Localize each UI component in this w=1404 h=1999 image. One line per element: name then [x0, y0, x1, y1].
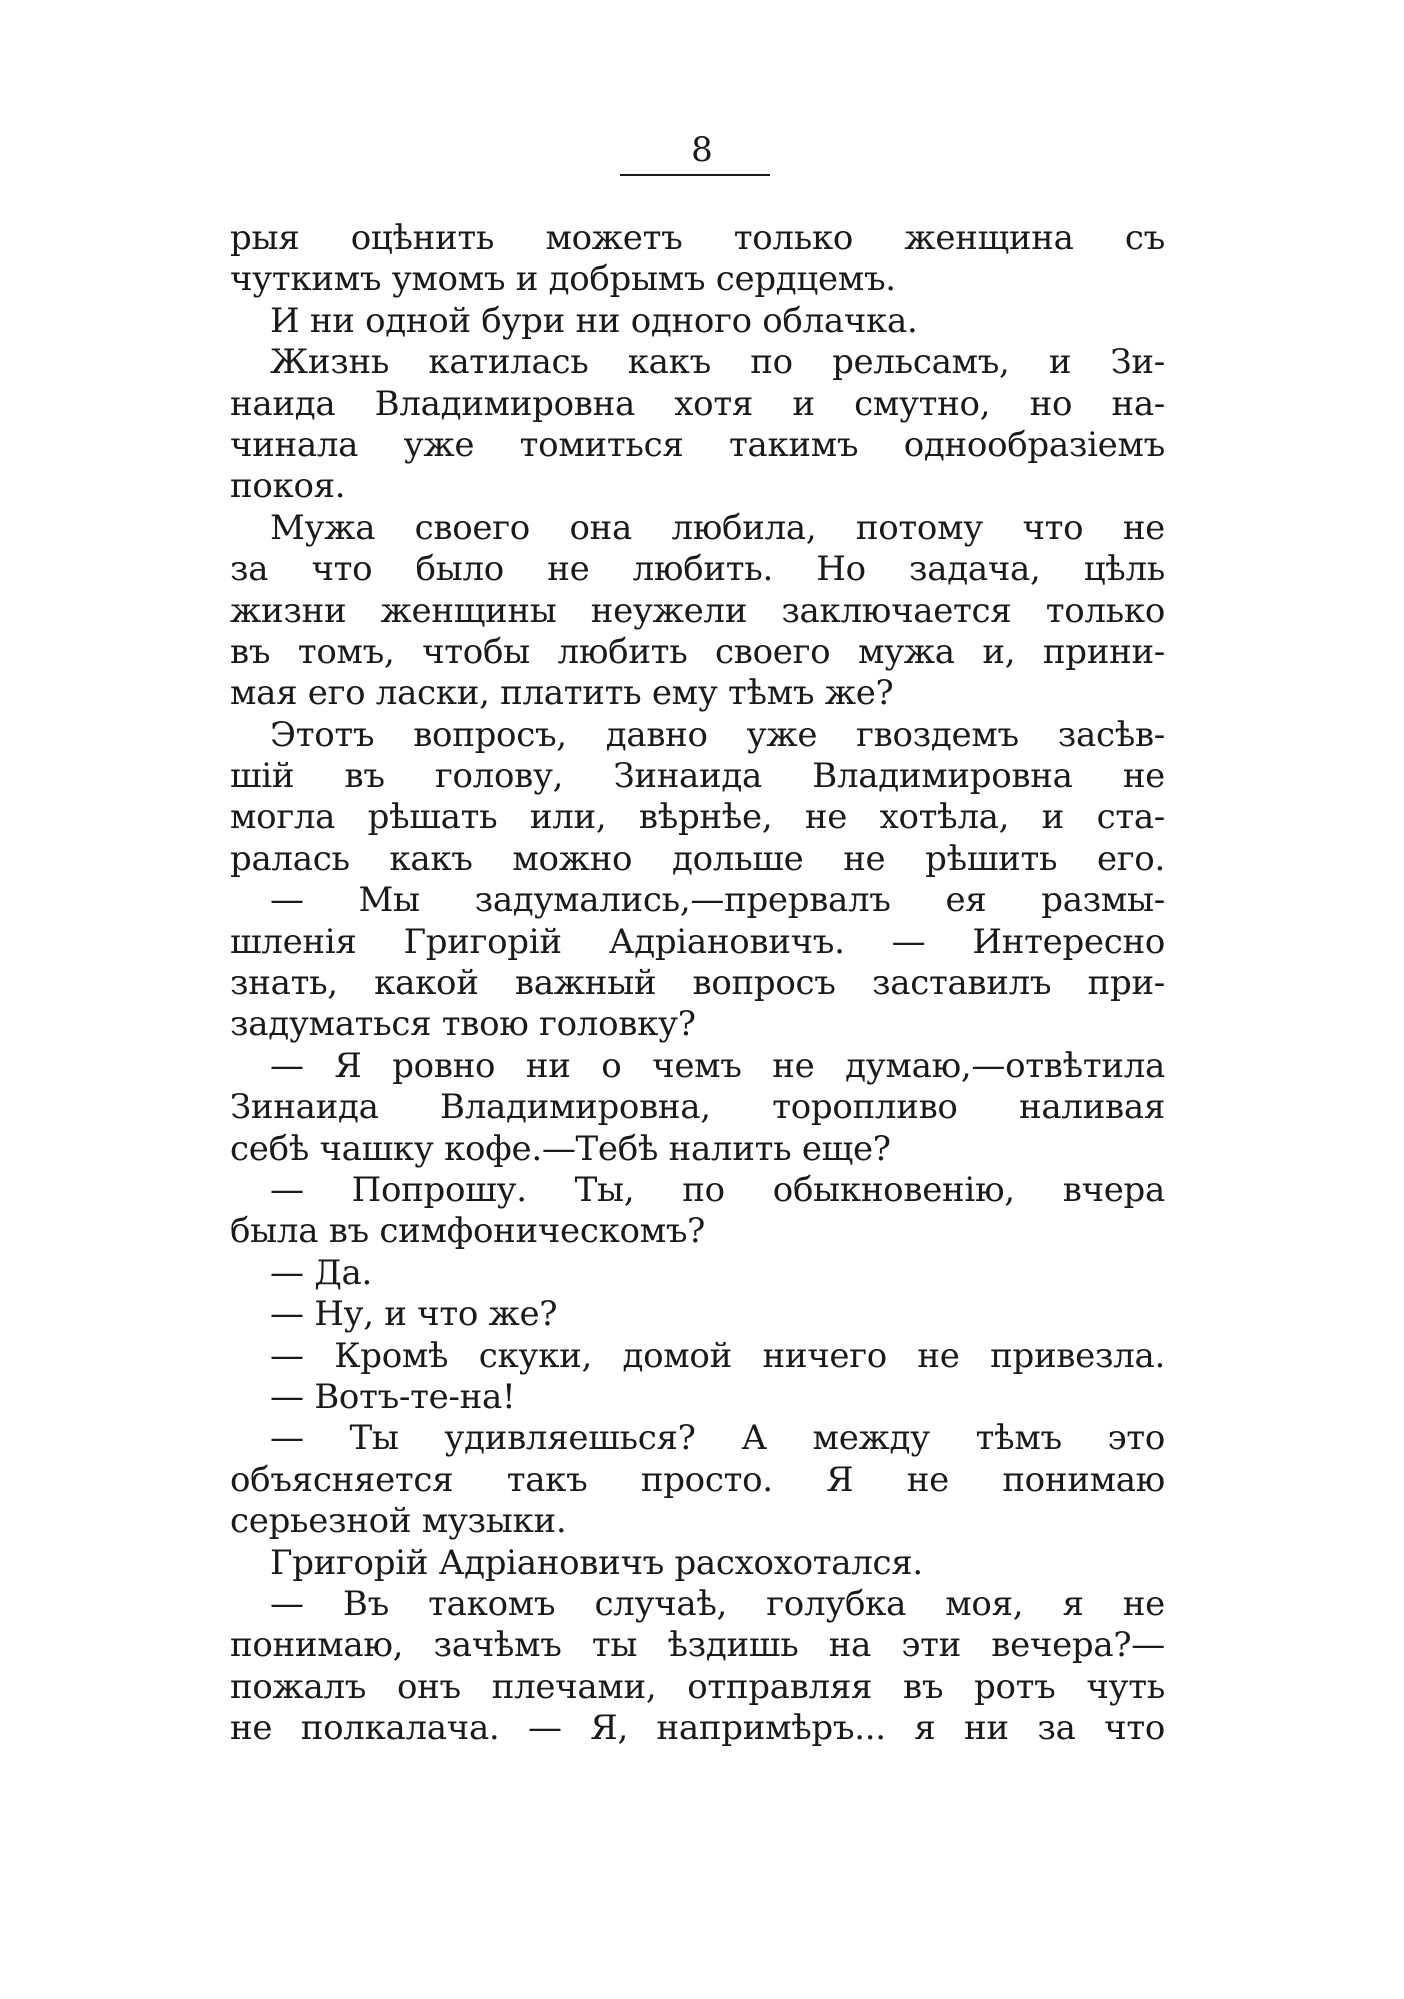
text-line: себѣ чашку кофе.—Тебѣ налить еще? [230, 1128, 891, 1169]
text-line: могла рѣшать или, вѣрнѣе, не хотѣла, и ста- [230, 797, 1165, 838]
text-line: покоя. [230, 466, 346, 507]
text-line: Этотъ вопросъ, давно уже гвоздемъ засѣв- [270, 714, 1165, 755]
text-line: — Въ такомъ случаѣ, голубка моя, я не [270, 1583, 1165, 1624]
text-line: задуматься твою головку? [230, 1004, 696, 1045]
text-line: — Я ровно ни о чемъ не думаю,—отвѣтила [270, 1045, 1165, 1086]
text-line: рыя оцѣнить можетъ только женщина съ [230, 218, 1165, 258]
text-line: — Да. [270, 1252, 373, 1293]
text-line: объясняется такъ просто. Я не понимаю [230, 1459, 1165, 1500]
text-line: пожалъ онъ плечами, отправляя въ ротъ чуть [230, 1666, 1165, 1707]
text-line: — Мы задумались,—прервалъ ея размы- [270, 880, 1165, 921]
text-line: въ томъ, чтобы любить своего мужа и, прини- [230, 631, 1165, 672]
text-line: — Попрошу. Ты, по обыкновенію, вчера [270, 1169, 1165, 1210]
text-line: Мужа своего она любила, потому что не [270, 507, 1165, 548]
text-line: Зинаида Владимировна, торопливо наливая [230, 1087, 1165, 1128]
text-line: — Кромѣ скуки, домой ничего не привезла. [270, 1335, 1165, 1376]
text-line: была въ симфоническомъ? [230, 1211, 706, 1252]
text-line: не полкалача. — Я, напримѣръ... я ни за что [230, 1708, 1165, 1749]
text-line: — Ты удивляешься? А между тѣмъ это [270, 1418, 1165, 1459]
text-line: Жизнь катилась какъ по рельсамъ, и Зи- [270, 342, 1165, 383]
text-line: шленія Григорій Адріановичъ. — Интересно [230, 921, 1165, 962]
text-line: жизни женщины неужели заключается только [230, 590, 1165, 631]
text-line: ралась какъ можно дольше не рѣшить его. [230, 838, 1165, 879]
text-line: понимаю, зачѣмъ ты ѣздишь на эти вечера?— [230, 1625, 1165, 1666]
text-line: шій въ голову, Зинаида Владимировна не [230, 756, 1165, 797]
text-line: И ни одной бури ни одного облачка. [270, 300, 918, 341]
text-line: — Вотъ-те-на! [270, 1376, 516, 1417]
page-number-rule [620, 174, 770, 176]
page-number: 8 [691, 130, 713, 170]
text-line: знать, какой важный вопросъ заставилъ при- [230, 963, 1165, 1004]
text-line: серьезной музыки. [230, 1501, 567, 1542]
text-line: Григорій Адріановичъ расхохотался. [270, 1542, 923, 1583]
text-line: наида Владимировна хотя и смутно, но на- [230, 383, 1165, 424]
text-line: чуткимъ умомъ и добрымъ сердцемъ. [230, 259, 896, 300]
text-line: чинала уже томиться такимъ однообразіемъ [230, 424, 1165, 465]
text-line: за что было не любить. Но задача, цѣль [230, 549, 1165, 590]
text-line: — Ну, и что же? [270, 1294, 558, 1335]
text-line: мая его ласки, платить ему тѣмъ же? [230, 673, 894, 714]
body-text [230, 218, 1165, 1749]
